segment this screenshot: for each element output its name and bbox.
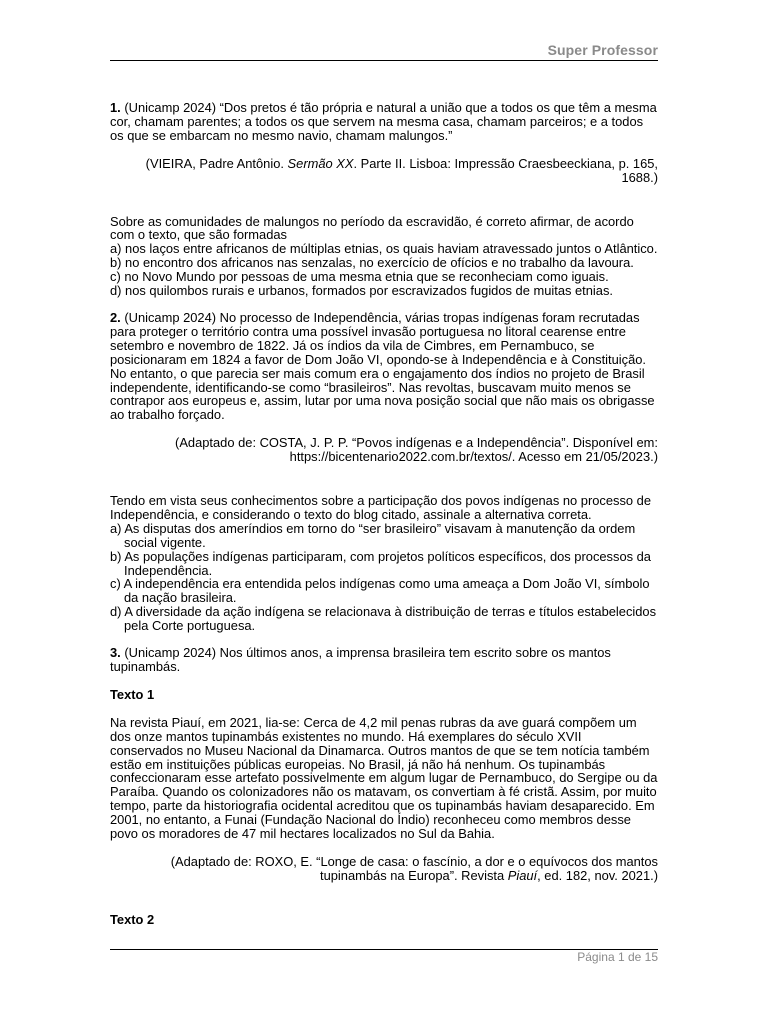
q2-citation: (Adaptado de: COSTA, J. P. P. “Povos indígenas e a Independência”. Disponível em: https://bicentenario2022.com.br/textos/. Acesso em 21/05/2023.)	[175, 435, 658, 465]
q2-intro-text: (Unicamp 2024) No processo de Independência, várias tropas indígenas foram recrutadas para proteger o território contra uma possível invasão portuguesa no litoral cearense entre setembro e novembro de 1822. Já os índios da vila de Cimbres, em Pernambuco, se posicionaram em 1824 a favor de Dom João VI, opondo-se à Independência e à Constituição. No entanto, o que parecia ser mais comum era o engajamento dos índios no projeto de Brasil independente, identificando-se como “brasileiros”. Nas revoltas, buscavam muito menos se contrapor aos europeus e, assim, lutar por uma nova posição social que não mais os obrigasse ao trabalho forçado.	[110, 309, 655, 423]
q1-stem: Sobre as comunidades de malungos no período da escravidão, é correto afirmar, de acordo com o texto, que são formadas	[110, 213, 634, 243]
q3-intro-text: (Unicamp 2024) Nos últimos anos, a imprensa brasileira tem escrito sobre os mantos tupinambás.	[110, 645, 611, 674]
q2-option-c: c) A independência era entendida pelos indígenas como uma ameaça a Dom João VI, símbolo da nação brasileira.	[110, 576, 650, 606]
q1-option-c: c) no Novo Mundo por pessoas de uma mesma etnia que se reconheciam como iguais.	[110, 269, 609, 285]
q3-citation-post: , ed. 182, nov. 2021.)	[537, 867, 658, 883]
header-divider	[110, 60, 658, 61]
q1-option-a: a) nos laços entre africanos de múltiplas etnias, os quais haviam atravessado juntos o Atlântico.	[110, 241, 658, 257]
q2-stem: Tendo em vista seus conhecimentos sobre a participação dos povos indígenas no processo de Independência, e considerando o texto do blog citado, assinale a alternativa correta.	[110, 493, 652, 522]
q3-citation-pre: (Adaptado de: ROXO, E. “Longe de casa: o fascínio, a dor e o equívocos dos mantos tupinambás na Europa”. Revista	[170, 853, 658, 883]
q3-number: 3.	[110, 645, 121, 661]
document-body	[110, 101, 658, 927]
q1-intro	[110, 101, 658, 143]
footer-divider	[110, 949, 658, 950]
q1-citation	[110, 157, 658, 185]
q2-number: 2.	[110, 309, 121, 325]
q1-number: 1.	[110, 100, 121, 115]
q1-citation-post: . Parte II. Lisboa: Impressão Craesbeeckiana, p. 165, 1688.)	[353, 155, 658, 185]
q3-texto1-citation	[110, 855, 658, 883]
q3-texto1-heading: Texto 1	[110, 686, 155, 702]
q3-texto1-body: Na revista Piauí, em 2021, lia-se: Cerca de 4,2 mil penas rubras da ave guará compõem um dos onze mantos tupinambás existentes no mundo. Há exemplares do século XVII conservados no Museu Nacional da Dinamarca. Outros mantos de que se tem notícia também estão em instituições públicas europeias. No Brasil, já não há nenhum. Os tupinambás confeccionaram esse artefato possivelmente em algum lugar de Pernambuco, do Sergipe ou da Paraíba. Quando os colonizadores não os matavam, os convertiam à fé cristã. Assim, por muito tempo, parte da historiografia ocidental acreditou que os tupinambás haviam desaparecido. Em 2001, no entanto, a Funai (Fundação Nacional do Índio) reconheceu como membros desse povo os moradores de 47 mil hectares localizados no Sul da Bahia.	[110, 714, 658, 842]
q3-citation-magazine: Piauí	[507, 867, 538, 883]
q1-citation-pre: (VIEIRA, Padre Antônio.	[145, 155, 288, 171]
q1-intro-text: (Unicamp 2024) “Dos pretos é tão própria e natural a união que a todos os que têm a mesma cor, chamam parentes; a todos os que servem na mesma casa, chamam parceiros; e a todos os que se embarcam no mesmo navio, chamam malungos.”	[110, 100, 657, 143]
q1-option-b: b) no encontro dos africanos nas senzalas, no exercício de ofícios e no trabalho da lavoura.	[110, 255, 634, 271]
q1-option-d: d) nos quilombos rurais e urbanos, formados por escravizados fugidos de muitas etnias.	[110, 283, 613, 299]
header-brand: Super Professor	[547, 42, 658, 58]
q2-option-d: d) A diversidade da ação indígena se relacionava à distribuição de terras e títulos estabelecidos pela Corte portuguesa.	[110, 604, 657, 634]
q3-texto2-heading: Texto 2	[110, 911, 155, 927]
q1-citation-title: Sermão XX	[287, 155, 354, 171]
q3-intro	[110, 646, 658, 674]
q2-option-b: b) As populações indígenas participaram, com projetos políticos específicos, dos processos da Independência.	[110, 548, 651, 578]
page-number: Página 1 de 15	[577, 950, 658, 964]
q2-intro	[110, 311, 658, 422]
q2-option-a: a) As disputas dos ameríndios em torno do “ser brasileiro” visavam à manutenção da ordem social vigente.	[110, 520, 636, 550]
